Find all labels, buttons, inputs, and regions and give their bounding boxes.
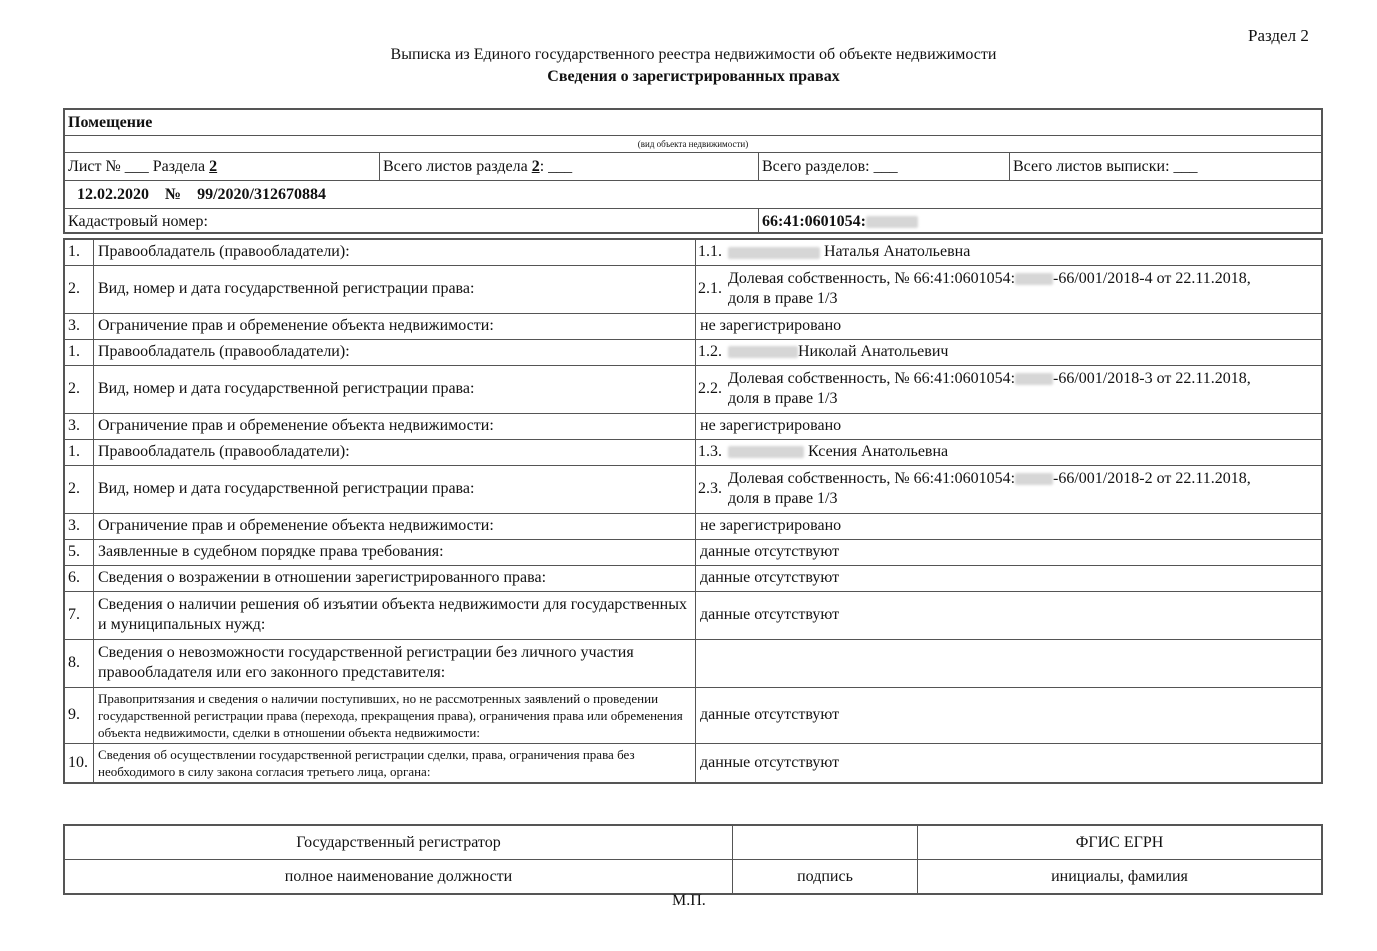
row-value: данные отсутствуют <box>696 539 1323 565</box>
row-label: Ограничение прав и обременение объекта недвижимости: <box>94 413 696 439</box>
object-type: Помещение <box>68 114 153 131</box>
total-sheets-section-value: 2 <box>531 158 540 175</box>
sheets-row <box>65 153 1321 181</box>
right-cell <box>724 365 1322 413</box>
table-row <box>64 565 1322 591</box>
table-row <box>64 591 1322 639</box>
holder-number: 1.1. <box>696 239 725 265</box>
table-row <box>64 265 1322 313</box>
right-cell <box>724 465 1322 513</box>
holder-name-cell <box>724 239 1322 265</box>
row-number: 7. <box>64 591 94 639</box>
position-caption: полное наименование должности <box>64 860 733 895</box>
redacted-block <box>1015 373 1053 385</box>
object-type-caption: (вид объекта недвижимости) <box>637 139 749 149</box>
row-label: Правопритязания и сведения о наличии поступивших, но не рассмотренных заявлений о проведении государственной регистрации права (перехода, прекращения права), ограничения права или обременения объекта недвижимости, сделки в отношении объекта недвижимости: <box>94 687 696 743</box>
right-suffix: -66/001/2018-3 от 22.11.2018, <box>1053 370 1251 387</box>
total-sheets-section <box>379 153 572 180</box>
row-label: Сведения об осуществлении государственной регистрации сделки, права, ограничения права без необходимого в силу закона согласия третьего лица, органа: <box>94 743 696 783</box>
date-number-row <box>65 181 1321 208</box>
right-cell <box>724 265 1322 313</box>
right-suffix: -66/001/2018-4 от 22.11.2018, <box>1053 270 1251 287</box>
table-row <box>64 513 1322 539</box>
row-number: 8. <box>64 639 94 687</box>
row-number: 2. <box>64 265 94 313</box>
row-value: данные отсутствуют <box>696 591 1323 639</box>
row-number: 9. <box>64 687 94 743</box>
row-label: Сведения о возражении в отношении зарегистрированного права: <box>94 565 696 591</box>
row-label: Правообладатель (правообладатели): <box>94 239 696 265</box>
right-share: доля в праве 1/3 <box>728 390 838 407</box>
row-number: 1. <box>64 239 94 265</box>
right-number: 2.3. <box>696 465 725 513</box>
table-row <box>64 413 1322 439</box>
row-value: данные отсутствуют <box>696 743 1323 783</box>
sheet-number <box>68 153 217 180</box>
row-label: Вид, номер и дата государственной регистрации права: <box>94 365 696 413</box>
row-label: Сведения о невозможности государственной регистрации без личного участия правообладателя или его законного представителя: <box>94 639 696 687</box>
sign-caption: подпись <box>733 860 918 895</box>
table-row <box>64 439 1322 465</box>
document-subtitle: Сведения о зарегистрированных правах <box>547 68 840 85</box>
restriction-value: не зарегистрировано <box>696 313 1323 339</box>
number-label: № <box>165 186 182 203</box>
holder-name-cell <box>724 439 1322 465</box>
right-prefix: Долевая собственность, № 66:41:0601054: <box>728 470 1016 487</box>
table-row <box>64 339 1322 365</box>
row-label: Вид, номер и дата государственной регистрации права: <box>94 465 696 513</box>
holder-number: 1.3. <box>696 439 725 465</box>
row-number: 2. <box>64 365 94 413</box>
table-row <box>64 239 1322 265</box>
table-row <box>64 313 1322 339</box>
table-row <box>64 639 1322 687</box>
total-sheets: Всего листов выписки: ___ <box>1009 153 1198 180</box>
row-value: данные отсутствуют <box>696 565 1323 591</box>
holder-name-cell <box>724 339 1322 365</box>
redacted-block <box>866 216 918 228</box>
right-prefix: Долевая собственность, № 66:41:0601054: <box>728 270 1016 287</box>
restriction-value: не зарегистрировано <box>696 413 1323 439</box>
redacted-block <box>1015 473 1053 485</box>
row-number: 3. <box>64 413 94 439</box>
cadastral-row <box>65 208 1321 234</box>
row-label: Правообладатель (правообладатели): <box>94 339 696 365</box>
row-label: Заявленные в судебном порядке права требования: <box>94 539 696 565</box>
row-number: 2. <box>64 465 94 513</box>
signature-field <box>733 825 918 860</box>
rights-table <box>63 238 1323 784</box>
row-label: Сведения о наличии решения об изъятии объекта недвижимости для государственных и муниципальных нужд: <box>94 591 696 639</box>
right-prefix: Долевая собственность, № 66:41:0601054: <box>728 370 1016 387</box>
section-label: Раздел 2 <box>1248 26 1309 45</box>
initials-caption: инициалы, фамилия <box>918 860 1323 895</box>
object-type-row <box>65 110 1321 136</box>
row-number: 1. <box>64 439 94 465</box>
row-number: 1. <box>64 339 94 365</box>
row-number: 5. <box>64 539 94 565</box>
cadastral-number <box>758 209 918 234</box>
right-number: 2.1. <box>696 265 725 313</box>
total-sections: Всего разделов: ___ <box>758 153 898 180</box>
row-number: 3. <box>64 313 94 339</box>
row-number: 3. <box>64 513 94 539</box>
table-row <box>64 539 1322 565</box>
table-row <box>64 465 1322 513</box>
object-header <box>63 108 1323 234</box>
object-type-caption-row <box>65 136 1321 153</box>
row-label: Правообладатель (правообладатели): <box>94 439 696 465</box>
redacted-block <box>728 446 804 458</box>
registrar-title: Государственный регистратор <box>64 825 733 860</box>
date-number <box>77 181 326 208</box>
holder-number: 1.2. <box>696 339 725 365</box>
row-label: Вид, номер и дата государственной регистрации права: <box>94 265 696 313</box>
right-number: 2.2. <box>696 365 725 413</box>
right-share: доля в праве 1/3 <box>728 290 838 307</box>
redacted-block <box>728 247 820 259</box>
table-row <box>64 687 1322 743</box>
section-of-value: 2 <box>209 158 218 175</box>
issue-date: 12.02.2020 <box>77 186 149 203</box>
document-title: Выписка из Единого государственного реестра недвижимости об объекте недвижимости <box>390 46 997 63</box>
sheet-no-label: Лист № ___ <box>68 158 149 175</box>
row-label: Ограничение прав и обременение объекта недвижимости: <box>94 513 696 539</box>
holder-name: Николай Анатольевич <box>798 343 949 360</box>
total-sheets-section-label: Всего листов раздела <box>383 158 528 175</box>
table-row <box>64 365 1322 413</box>
redacted-block <box>728 346 798 358</box>
restriction-value: не зарегистрировано <box>696 513 1323 539</box>
registrar-org: ФГИС ЕГРН <box>918 825 1323 860</box>
row-label: Ограничение прав и обременение объекта недвижимости: <box>94 313 696 339</box>
right-share: доля в праве 1/3 <box>728 490 838 507</box>
cadastral-label: Кадастровый номер: <box>68 213 208 230</box>
total-sheets-section-rest: : ___ <box>539 158 573 175</box>
row-value <box>696 639 1323 687</box>
issue-number: 99/2020/312670884 <box>197 186 326 203</box>
stamp-place: М.П. <box>672 892 706 909</box>
row-value: данные отсутствуют <box>696 687 1323 743</box>
section-of-label: Раздела <box>152 158 206 175</box>
redacted-block <box>1015 273 1053 285</box>
signature-table <box>63 824 1323 895</box>
row-number: 6. <box>64 565 94 591</box>
row-number: 10. <box>64 743 94 783</box>
table-row <box>64 743 1322 783</box>
right-suffix: -66/001/2018-2 от 22.11.2018, <box>1053 470 1251 487</box>
cadastral-value: 66:41:0601054: <box>762 213 866 230</box>
holder-name: Наталья Анатольевна <box>824 243 971 261</box>
holder-name: Ксения Анатольевна <box>808 443 949 460</box>
